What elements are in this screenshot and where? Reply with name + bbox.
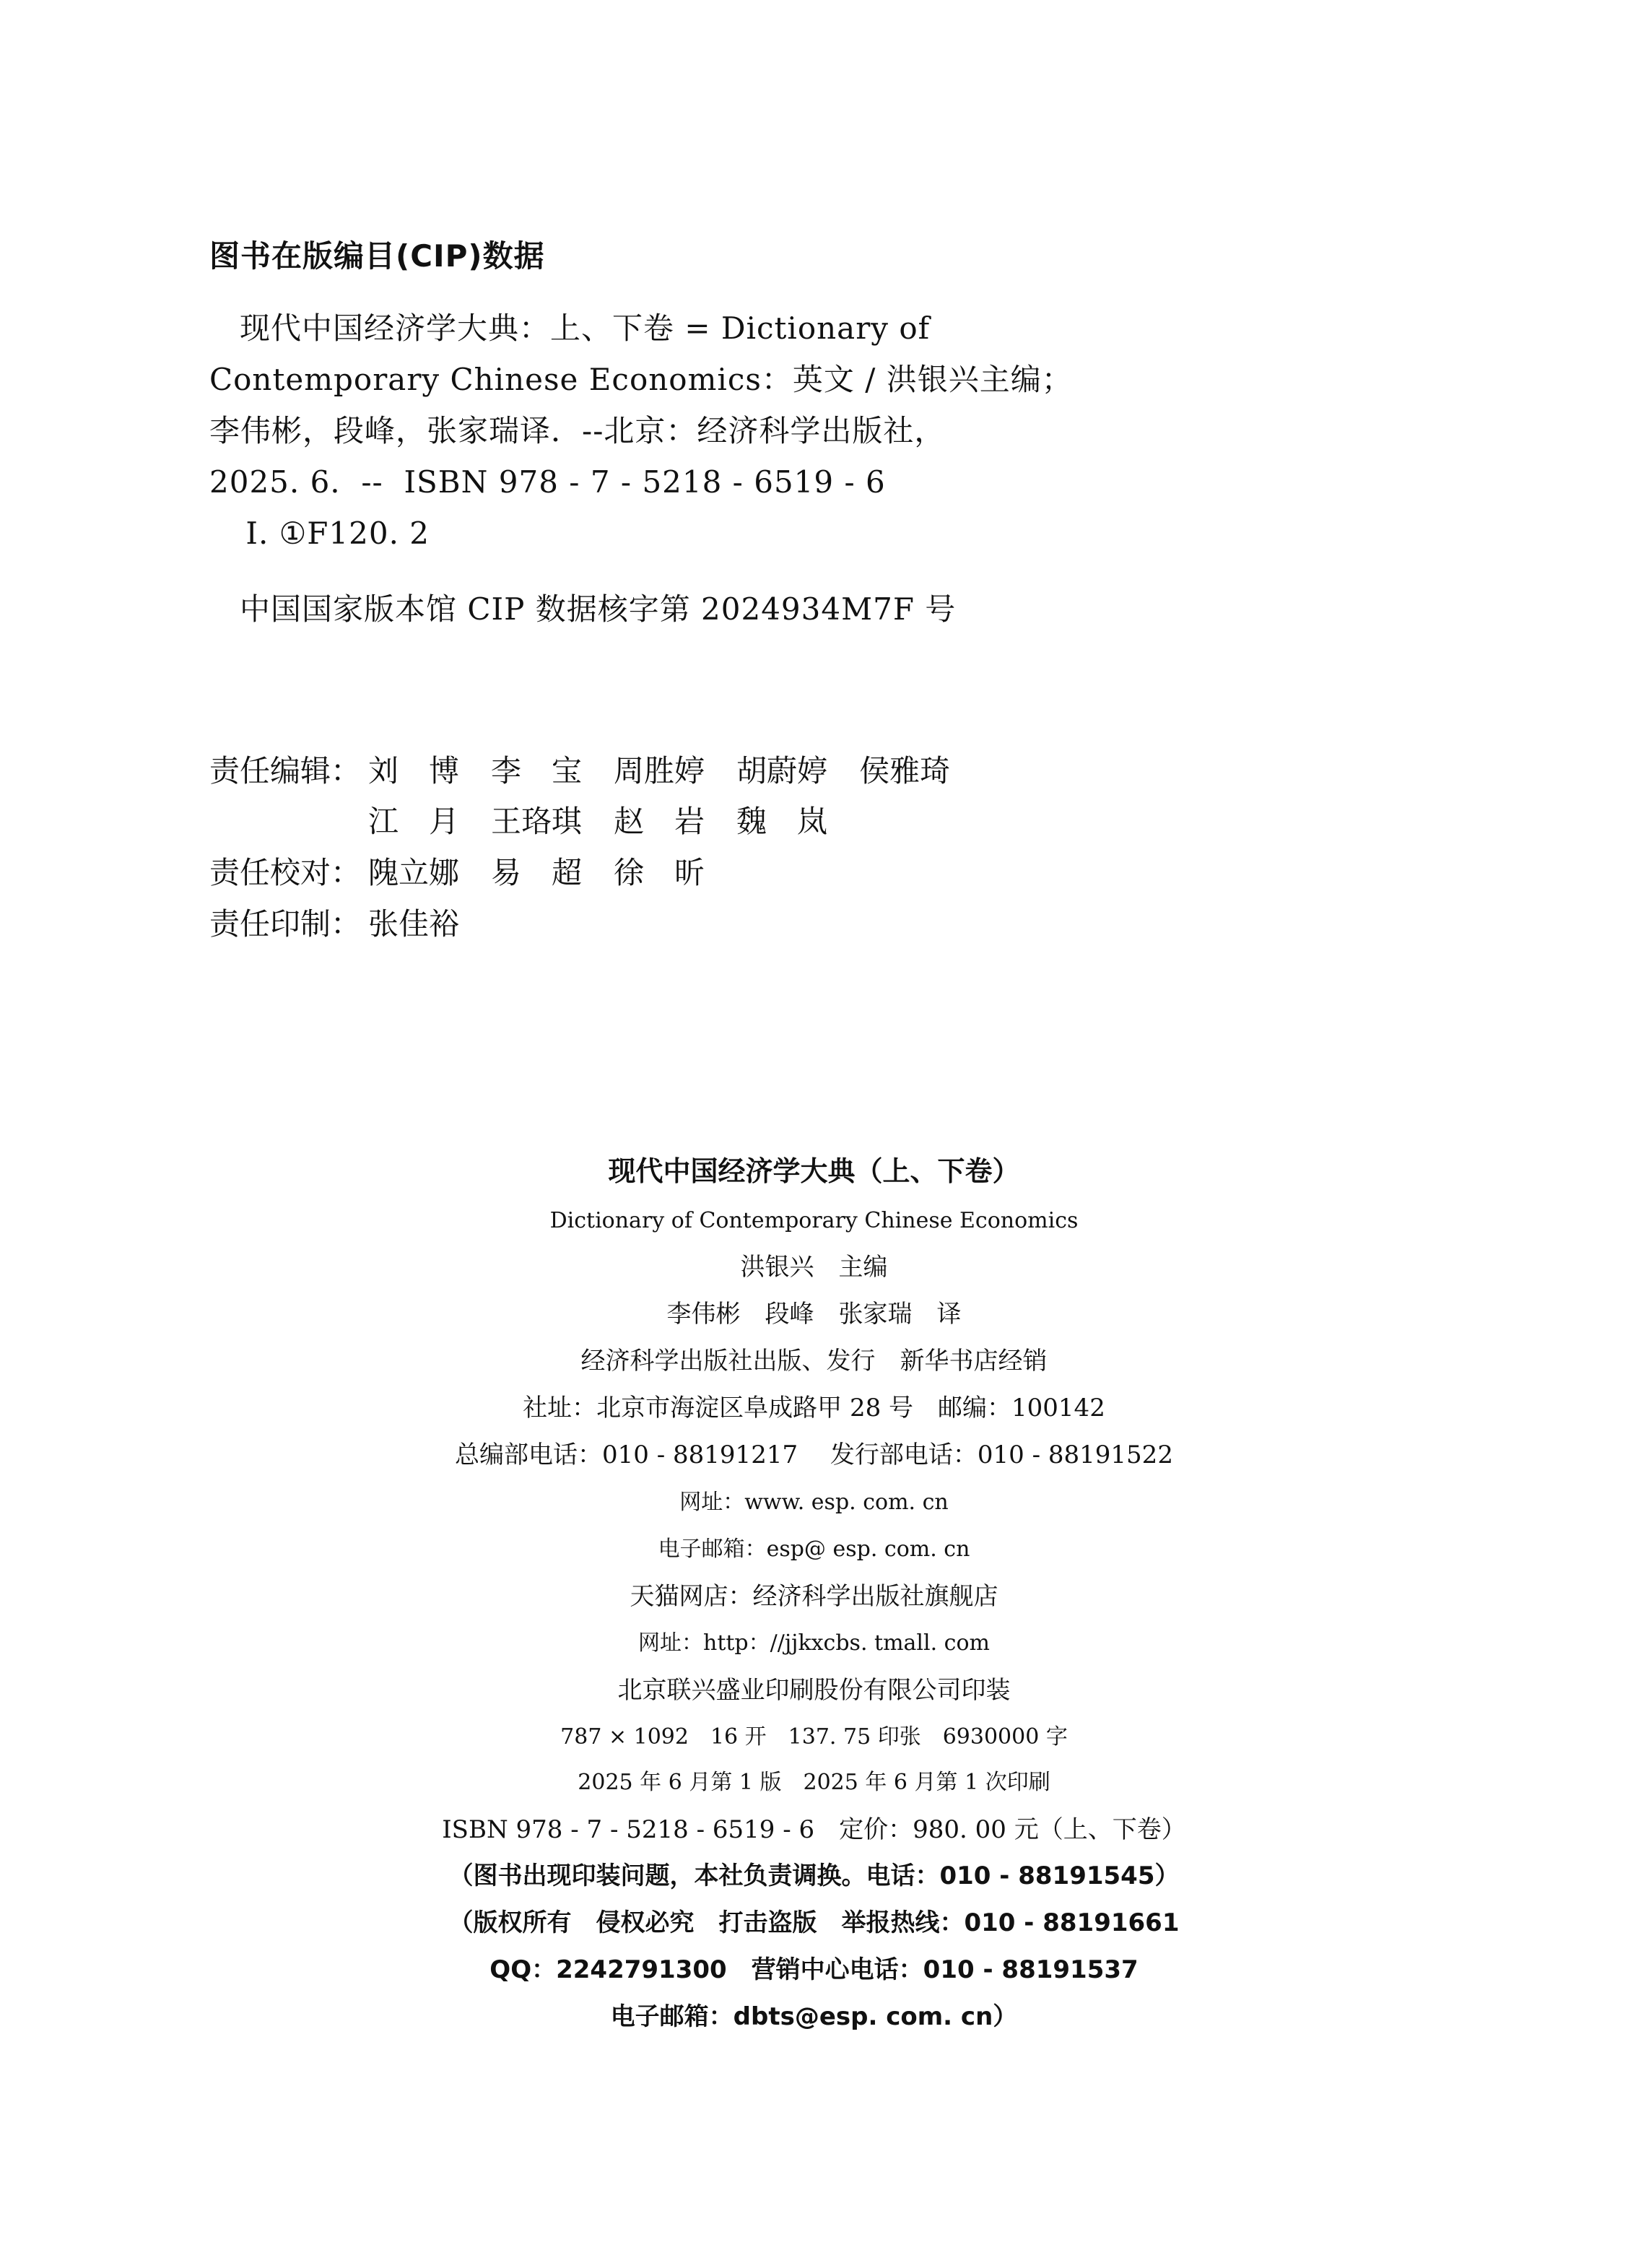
publisher-address: 社址：北京市海淀区阜成路甲 28 号 邮编：100142 [523, 1394, 1105, 1422]
editor-name: 李 宝 [491, 753, 583, 788]
cip-line: Ⅰ. ①F120. 2 [235, 516, 430, 551]
cip-verification: 中国国家版本馆 CIP 数据核字第 2024934M7F 号 [240, 591, 957, 627]
notice-line: 电子邮箱：dbts@esp. com. cn） [610, 2002, 1018, 2031]
notice-line: （图书出现印装问题，本社负责调换。电话：010 - 88191545） [448, 1861, 1180, 1890]
editor-name: 胡蔚婷 [736, 753, 828, 788]
cip-line: 现代中国经济学大典：上、下卷 = Dictionary of [240, 310, 931, 346]
printer-line: 北京联兴盛业印刷股份有限公司印装 [617, 1676, 1011, 1705]
proofreader-name: 徐 昕 [614, 855, 705, 890]
book-editor: 洪银兴 主编 [740, 1253, 888, 1282]
tmall-url: 网址：http：//jjkxcbs. tmall. com [638, 1630, 990, 1656]
book-title-en: Dictionary of Contemporary Chinese Economics [549, 1208, 1079, 1233]
proofreader-name: 易 超 [491, 855, 583, 890]
credits-proofreaders [209, 849, 736, 892]
format-line: 787 × 1092 16 开 137. 75 印张 6930000 字 [560, 1724, 1068, 1750]
notice-line: （版权所有 侵权必究 打击盗版 举报热线：010 - 88191661 [448, 1908, 1180, 1937]
printing-name: 张佳裕 [368, 906, 460, 942]
editor-name: 周胜婷 [614, 753, 705, 788]
publisher-email: 电子邮箱：esp@ esp. com. cn [658, 1537, 970, 1562]
tmall-store: 天猫网店：经济科学出版社旗舰店 [630, 1582, 998, 1611]
editor-name: 魏 岚 [736, 804, 828, 839]
cip-line: Contemporary Chinese Economics：英文 / 洪银兴主编； [209, 362, 1073, 397]
publisher-phones: 总编部电话：010 - 88191217 发行部电话：010 - 88191522 [455, 1441, 1173, 1469]
cip-line: 2025. 6. -- ISBN 978 - 7 - 5218 - 6519 - 6 [209, 464, 886, 500]
publisher-line: 经济科学出版社出版、发行 新华书店经销 [580, 1347, 1048, 1376]
credits-editors [209, 747, 982, 791]
editor-name: 王珞琪 [491, 804, 583, 839]
editor-name: 侯雅琦 [859, 753, 951, 788]
cip-heading: 图书在版编目(CIP)数据 [209, 238, 545, 274]
edition-line: 2025 年 6 月第 1 版 2025 年 6 月第 1 次印刷 [578, 1770, 1050, 1795]
book-title: 现代中国经济学大典（上、下卷） [608, 1155, 1020, 1187]
publisher-website: 网址：www. esp. com. cn [679, 1490, 949, 1515]
credits-printing [209, 900, 491, 944]
editor-name: 赵 岩 [614, 804, 705, 839]
proofreaders-role: 责任校对： [209, 855, 362, 890]
credits-editors-row2 [209, 798, 859, 841]
notice-line: QQ：2242791300 营销中心电话：010 - 88191537 [489, 1955, 1139, 1984]
proofreader-name: 隗立娜 [368, 855, 460, 890]
editor-name: 刘 博 [368, 753, 460, 788]
isbn-price: ISBN 978 - 7 - 5218 - 6519 - 6 定价：980. 00 元（上、下卷） [442, 1815, 1186, 1844]
editor-name: 江 月 [368, 804, 460, 839]
cip-line: 李伟彬，段峰，张家瑞译．--北京：经济科学出版社， [209, 413, 946, 448]
printing-role: 责任印制： [209, 906, 362, 942]
editors-role: 责任编辑： [209, 753, 362, 788]
book-translators: 李伟彬 段峰 张家瑞 译 [666, 1300, 962, 1329]
